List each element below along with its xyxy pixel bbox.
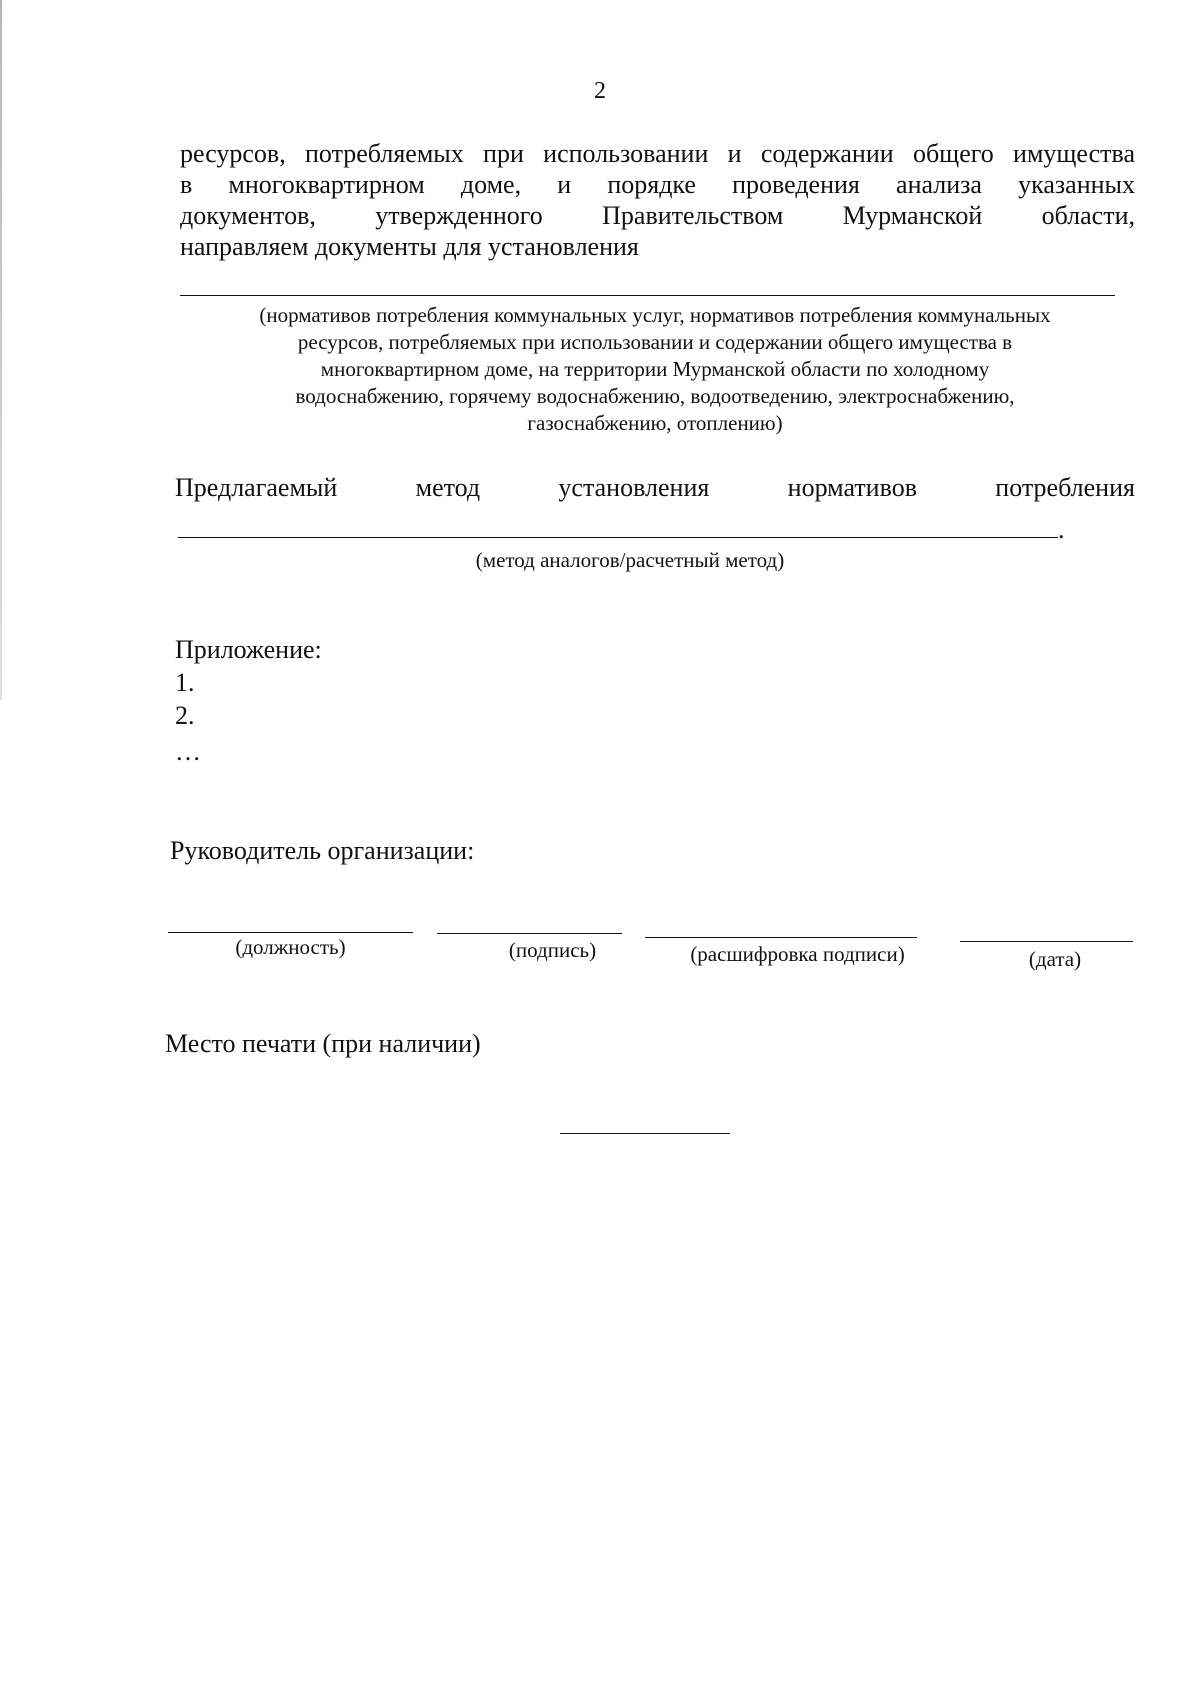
page-number: 2 (594, 78, 606, 104)
scan-edge-shadow (0, 0, 2, 700)
method-fill-line (178, 537, 1058, 538)
caption-line: газоснабжению, отоплению) (527, 411, 783, 435)
date-caption: (дата) (1028, 947, 1082, 971)
appendix-item: 1. (175, 668, 195, 697)
method-word: метод (415, 473, 481, 502)
appendix-item: … (175, 737, 201, 766)
signature-line (437, 933, 622, 934)
intro-paragraph (180, 138, 1135, 262)
method-line (175, 473, 1135, 503)
caption-line: (нормативов потребления коммунальных услуг, нормативов потребления коммунальных (259, 303, 1051, 327)
norms-fill-line (180, 295, 1115, 296)
end-rule (560, 1133, 730, 1134)
appendix-title: Приложение: (175, 635, 322, 664)
norms-caption (175, 302, 1135, 437)
caption-line: водоснабжению, горячему водоснабжению, водоотведению, электроснабжению, (295, 384, 1015, 408)
method-word: нормативов (787, 473, 917, 502)
position-line (168, 932, 413, 933)
transcript-caption: (расшифровка подписи) (690, 942, 905, 966)
method-word: Предлагаемый (175, 473, 338, 502)
paragraph-line: в многоквартирном доме, и порядке проведения анализа указанных (180, 170, 1135, 199)
transcript-line (645, 937, 917, 938)
paragraph-line: ресурсов, потребляемых при использовании и содержании общего имущества (180, 139, 1135, 168)
caption-line: многоквартирном доме, на территории Мурманской области по холодному (320, 357, 990, 381)
caption-line: ресурсов, потребляемых при использовании и содержании общего имущества в (297, 330, 1013, 354)
method-word: потребления (995, 473, 1135, 502)
method-period: . (1058, 515, 1065, 544)
appendix-item: 2. (175, 701, 195, 730)
signature-caption: (подпись) (508, 938, 597, 962)
head-label: Руководитель организации: (170, 836, 475, 865)
position-caption: (должность) (235, 935, 346, 959)
method-caption: (метод аналогов/расчетный метод) (475, 548, 785, 572)
paragraph-line: документов, утвержденного Правительством Мурманской области, (180, 201, 1135, 230)
stamp-place: Место печати (при наличии) (165, 1029, 481, 1058)
paragraph-line: направляем документы для установления (180, 232, 639, 261)
method-word: установления (558, 473, 710, 502)
date-line (960, 941, 1133, 942)
